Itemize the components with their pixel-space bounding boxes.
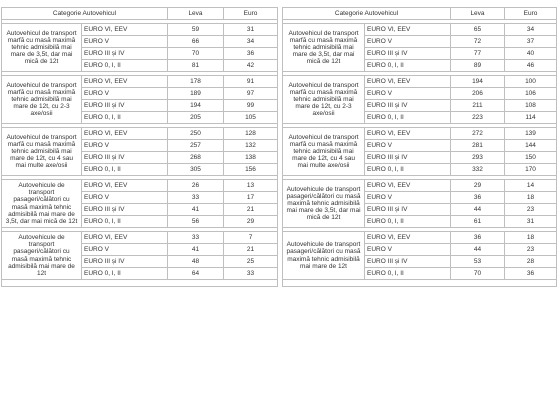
euro-norm: EURO VI, EEV: [365, 128, 451, 140]
euro-norm: EURO III și IV: [82, 100, 168, 112]
leva-value: 59: [168, 24, 224, 36]
vehicle-category: Autovehicule de transport pasageri/călători cu masă maximă tehnic admisibilă mai mare de 3,5t, dar mai mică de 12t: [283, 180, 365, 228]
header-row: [2, 8, 278, 20]
vehicle-category: Autovehicul de transport marfă cu masă maximă tehnic admisibilă mai mare de 12t, cu 2-3 axe/osii: [283, 76, 365, 124]
vehicle-category: Autovehicul de transport marfă cu masă maximă tehnic admisibilă mai mare de 12t, cu 2-3 axe/osii: [2, 76, 82, 124]
euro-norm: EURO V: [82, 36, 168, 48]
leva-value: 64: [168, 268, 224, 280]
leva-value: 56: [168, 216, 224, 228]
leva-value: 36: [451, 232, 505, 244]
leva-value: 205: [168, 112, 224, 124]
vehicle-category: Autovehicule de transport pasageri/călători cu masă maximă tehnic admisibilă mai mare de 3,5t, dar mai mică de 12t: [2, 180, 82, 228]
leva-value: 178: [168, 76, 224, 88]
euro-value: 28: [505, 256, 557, 268]
euro-value: 138: [224, 152, 278, 164]
euro-norm: EURO 0, I, II: [365, 60, 451, 72]
euro-value: 34: [224, 36, 278, 48]
leva-value: 257: [168, 140, 224, 152]
euro-norm: EURO V: [82, 88, 168, 100]
euro-value: 150: [505, 152, 557, 164]
leva-value: 77: [451, 48, 505, 60]
euro-norm: EURO V: [365, 140, 451, 152]
euro-norm: EURO VI, EEV: [82, 24, 168, 36]
table-row: [283, 128, 557, 140]
euro-value: 156: [224, 164, 278, 176]
euro-norm: EURO V: [365, 88, 451, 100]
euro-norm: EURO 0, I, II: [365, 112, 451, 124]
header-euro: Euro: [224, 8, 278, 20]
leva-value: 206: [451, 88, 505, 100]
euro-norm: EURO V: [365, 244, 451, 256]
euro-value: 34: [505, 24, 557, 36]
header-leva: Leva: [168, 8, 224, 20]
leva-value: 194: [168, 100, 224, 112]
euro-value: 21: [224, 244, 278, 256]
header-leva: Leva: [451, 8, 505, 20]
euro-norm: EURO VI, EEV: [365, 232, 451, 244]
euro-value: 132: [224, 140, 278, 152]
leva-value: 281: [451, 140, 505, 152]
euro-norm: EURO III și IV: [82, 256, 168, 268]
euro-norm: EURO VI, EEV: [82, 232, 168, 244]
euro-norm: EURO III și IV: [82, 48, 168, 60]
table-row: [2, 76, 278, 88]
header-category: Categorie Autovehicul: [283, 8, 451, 20]
euro-value: 17: [224, 192, 278, 204]
table-row: [283, 24, 557, 36]
euro-value: 91: [224, 76, 278, 88]
leva-value: 194: [451, 76, 505, 88]
right-rate-table: [282, 7, 557, 287]
header-category: Categorie Autovehicul: [2, 8, 168, 20]
vehicle-category: Autovehicule de transport pasageri/călători cu masă maximă tehnic admisibilă mai mare de 12t: [283, 232, 365, 280]
vehicle-category: Autovehicul de transport marfă cu masă maximă tehnic admisibilă mai mare de 12t, cu 4 sau mai multe axe/osii: [283, 128, 365, 176]
table-row: [2, 128, 278, 140]
leva-value: 41: [168, 204, 224, 216]
leva-value: 44: [451, 204, 505, 216]
table-row: [2, 180, 278, 192]
euro-value: 21: [224, 204, 278, 216]
euro-norm: EURO III și IV: [365, 48, 451, 60]
table-end-row: [2, 280, 278, 287]
table-row: [283, 76, 557, 88]
euro-norm: EURO VI, EEV: [82, 180, 168, 192]
vehicle-category: Autovehicul de transport marfă cu masă maximă tehnic admisibilă mai mare de 3,5t, dar mai mică de 12t: [2, 24, 82, 72]
euro-norm: EURO III și IV: [365, 256, 451, 268]
euro-value: 99: [224, 100, 278, 112]
leva-value: 268: [168, 152, 224, 164]
euro-value: 144: [505, 140, 557, 152]
euro-norm: EURO 0, I, II: [82, 60, 168, 72]
euro-value: 105: [224, 112, 278, 124]
leva-value: 36: [451, 192, 505, 204]
euro-value: 25: [224, 256, 278, 268]
leva-value: 223: [451, 112, 505, 124]
euro-value: 7: [224, 232, 278, 244]
leva-value: 29: [451, 180, 505, 192]
euro-value: 36: [224, 48, 278, 60]
leva-value: 41: [168, 244, 224, 256]
euro-norm: EURO V: [82, 140, 168, 152]
leva-value: 189: [168, 88, 224, 100]
euro-norm: EURO 0, I, II: [365, 216, 451, 228]
euro-norm: EURO 0, I, II: [82, 216, 168, 228]
leva-value: 272: [451, 128, 505, 140]
euro-norm: EURO V: [82, 244, 168, 256]
leva-value: 81: [168, 60, 224, 72]
euro-norm: EURO 0, I, II: [82, 268, 168, 280]
leva-value: 33: [168, 192, 224, 204]
vehicle-category: Autovehicule de transport pasageri/călători cu masă maximă tehnic admisibilă mai mare de 12t: [2, 232, 82, 280]
euro-norm: EURO 0, I, II: [365, 268, 451, 280]
euro-norm: EURO V: [365, 192, 451, 204]
leva-value: 332: [451, 164, 505, 176]
euro-value: 40: [505, 48, 557, 60]
euro-value: 31: [505, 216, 557, 228]
leva-value: 70: [168, 48, 224, 60]
euro-norm: EURO VI, EEV: [365, 24, 451, 36]
euro-value: 37: [505, 36, 557, 48]
euro-value: 114: [505, 112, 557, 124]
euro-value: 106: [505, 88, 557, 100]
leva-value: 211: [451, 100, 505, 112]
euro-norm: EURO III și IV: [365, 100, 451, 112]
euro-norm: EURO 0, I, II: [365, 164, 451, 176]
euro-norm: EURO VI, EEV: [82, 128, 168, 140]
euro-norm: EURO III și IV: [82, 204, 168, 216]
table-row: [283, 180, 557, 192]
euro-norm: EURO V: [365, 36, 451, 48]
table-row: [283, 232, 557, 244]
euro-value: 31: [224, 24, 278, 36]
euro-norm: EURO III și IV: [82, 152, 168, 164]
euro-value: 42: [224, 60, 278, 72]
table-row: [2, 24, 278, 36]
header-row: [283, 8, 557, 20]
table-row: [2, 232, 278, 244]
euro-value: 18: [505, 192, 557, 204]
leva-value: 66: [168, 36, 224, 48]
euro-norm: EURO III și IV: [365, 204, 451, 216]
euro-norm: EURO III și IV: [365, 152, 451, 164]
euro-norm: EURO VI, EEV: [82, 76, 168, 88]
euro-value: 14: [505, 180, 557, 192]
euro-value: 13: [224, 180, 278, 192]
euro-value: 29: [224, 216, 278, 228]
euro-value: 46: [505, 60, 557, 72]
euro-value: 33: [224, 268, 278, 280]
leva-value: 48: [168, 256, 224, 268]
table-end-row: [283, 280, 557, 287]
leva-value: 53: [451, 256, 505, 268]
euro-value: 170: [505, 164, 557, 176]
leva-value: 293: [451, 152, 505, 164]
leva-value: 26: [168, 180, 224, 192]
euro-value: 128: [224, 128, 278, 140]
leva-value: 65: [451, 24, 505, 36]
euro-value: 23: [505, 244, 557, 256]
euro-value: 36: [505, 268, 557, 280]
euro-value: 97: [224, 88, 278, 100]
euro-norm: EURO VI, EEV: [365, 76, 451, 88]
leva-value: 70: [451, 268, 505, 280]
vehicle-category: Autovehicul de transport marfă cu masă maximă tehnic admisibilă mai mare de 3,5t, dar mai mică de 12t: [283, 24, 365, 72]
euro-norm: EURO 0, I, II: [82, 164, 168, 176]
leva-value: 61: [451, 216, 505, 228]
spacer-cell: [2, 280, 278, 287]
spacer-cell: [283, 280, 557, 287]
euro-norm: EURO VI, EEV: [365, 180, 451, 192]
leva-value: 44: [451, 244, 505, 256]
euro-value: 139: [505, 128, 557, 140]
left-rate-table: [1, 7, 278, 287]
euro-value: 23: [505, 204, 557, 216]
euro-norm: EURO V: [82, 192, 168, 204]
leva-value: 305: [168, 164, 224, 176]
euro-value: 18: [505, 232, 557, 244]
euro-value: 100: [505, 76, 557, 88]
euro-value: 108: [505, 100, 557, 112]
euro-norm: EURO 0, I, II: [82, 112, 168, 124]
leva-value: 72: [451, 36, 505, 48]
vehicle-category: Autovehicul de transport marfă cu masă maximă tehnic admisibilă mai mare de 12t, cu 4 sau mai multe axe/osii: [2, 128, 82, 176]
leva-value: 33: [168, 232, 224, 244]
leva-value: 250: [168, 128, 224, 140]
header-euro: Euro: [505, 8, 557, 20]
leva-value: 89: [451, 60, 505, 72]
